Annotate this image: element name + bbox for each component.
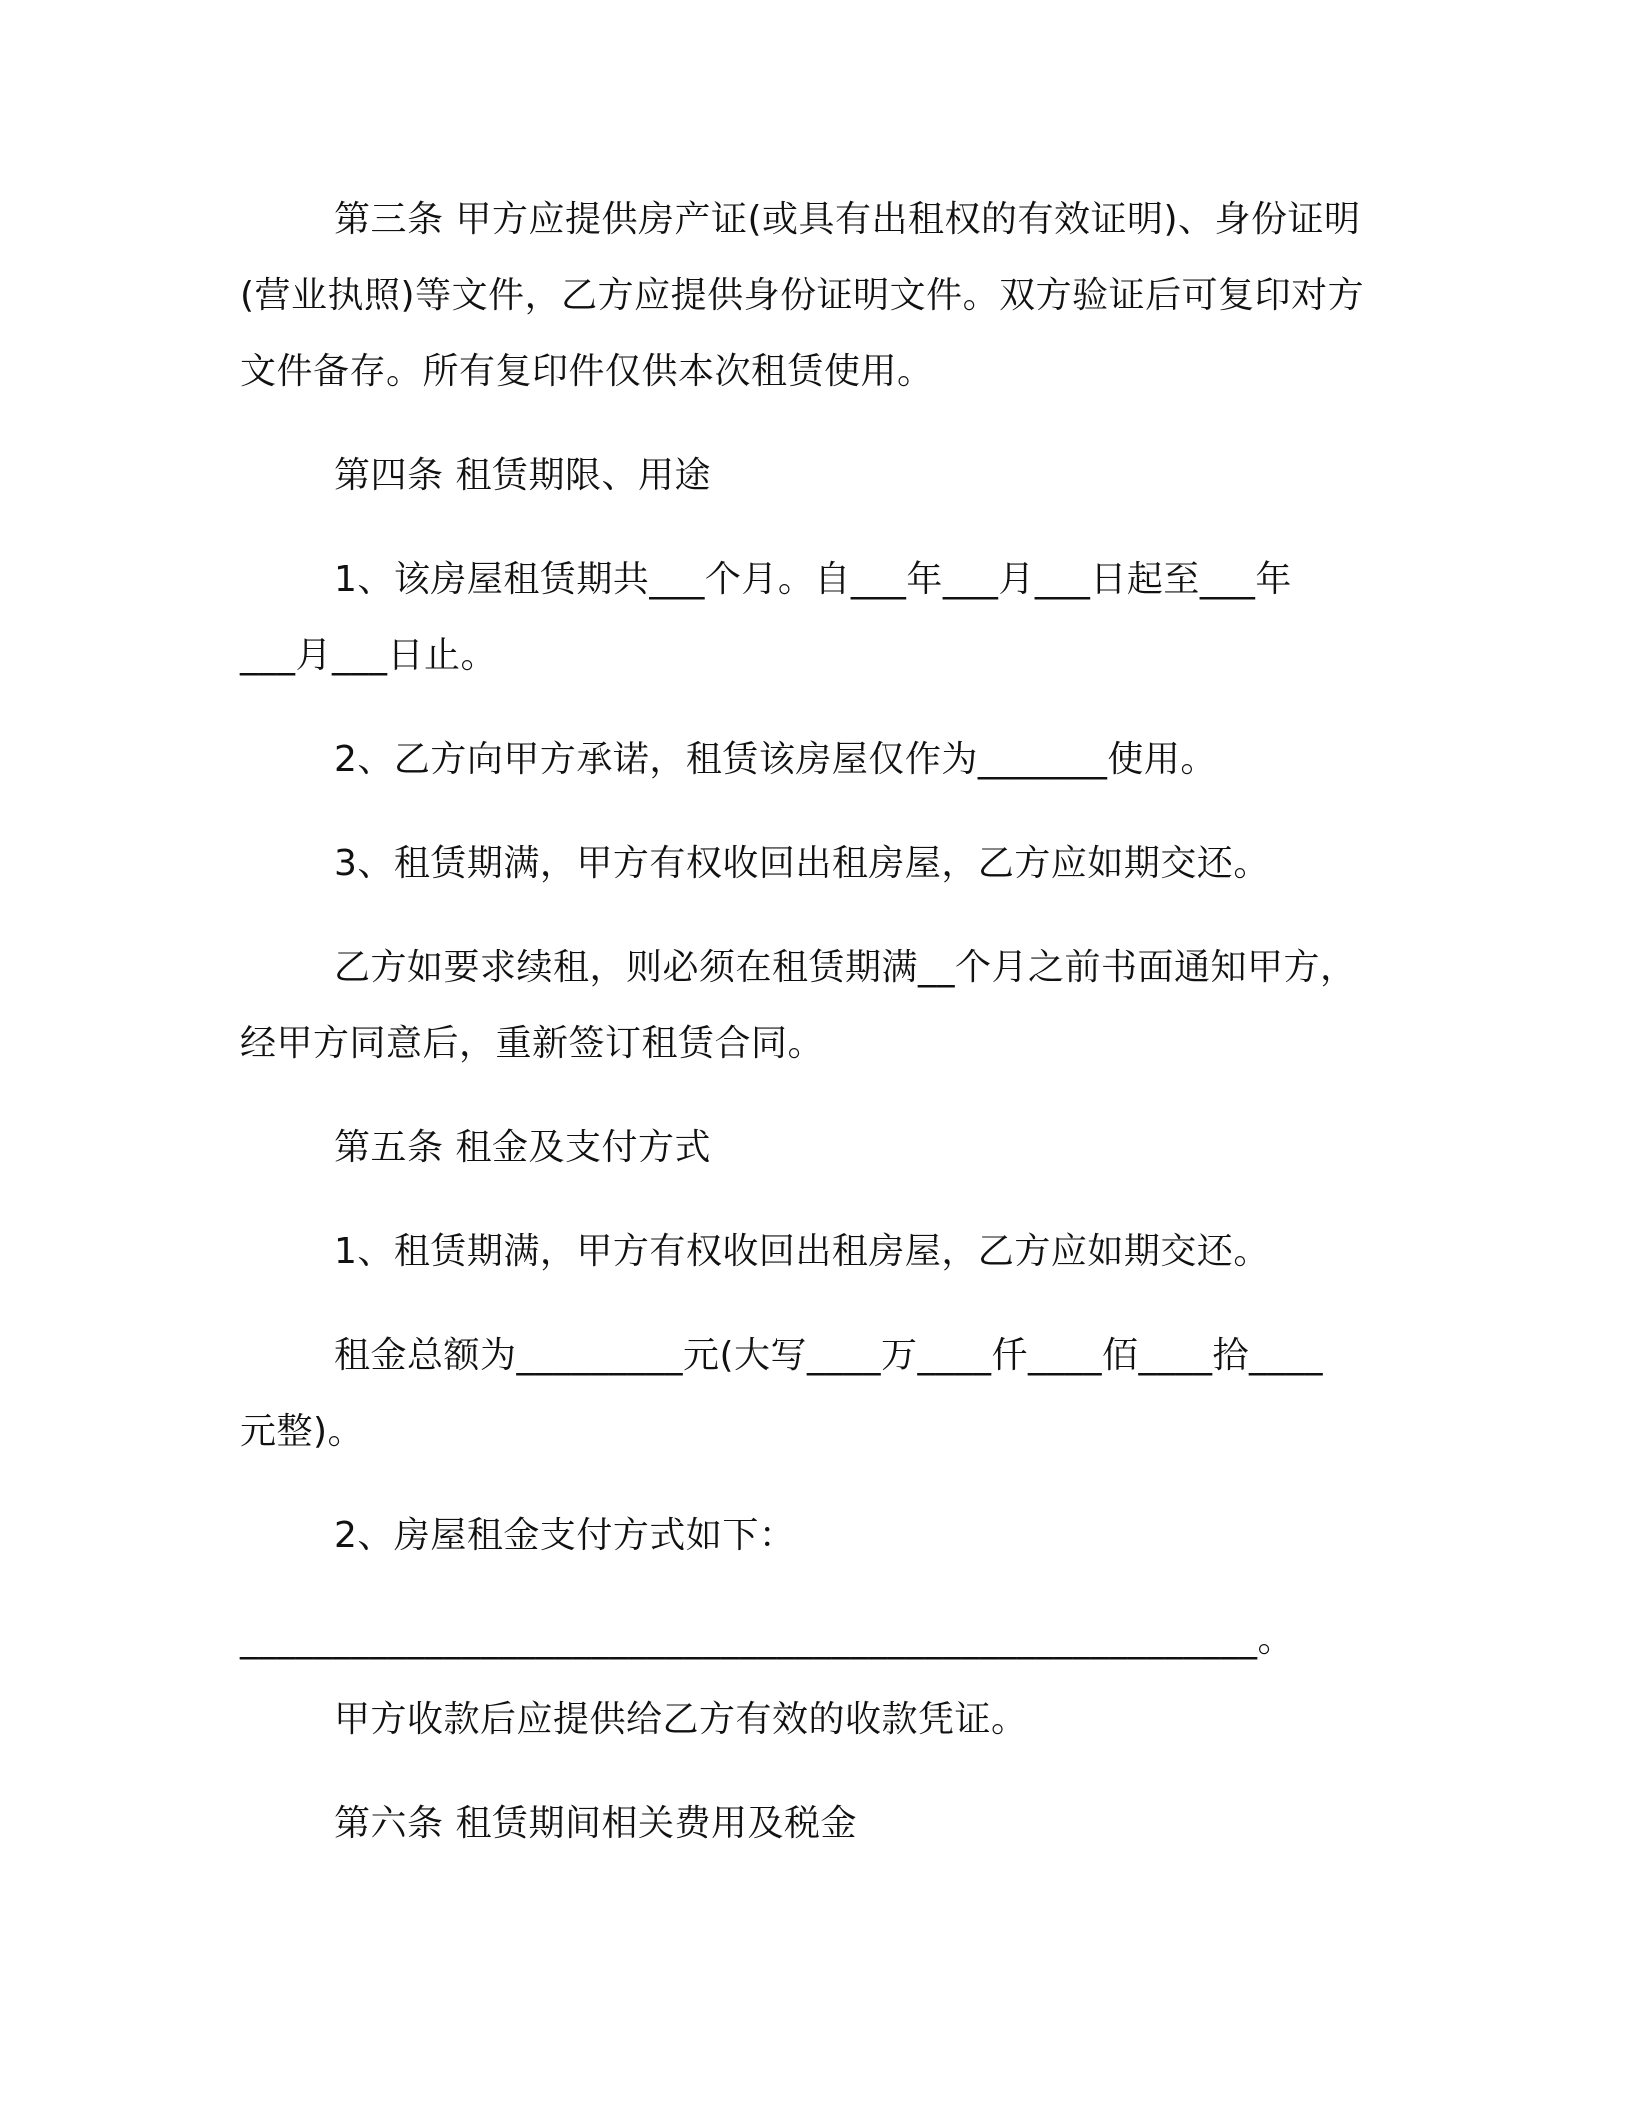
article-4-item-1-line-2: ___月___日止。 (240, 635, 498, 676)
article-5-heading: 第五条 租金及支付方式 (334, 1127, 711, 1168)
article-3-line-1: 第三条 甲方应提供房产证(或具有出租权的有效证明)、身份证明 (334, 199, 1361, 240)
article-6-heading: 第六条 租赁期间相关费用及税金 (334, 1803, 857, 1844)
article-3-line-2: (营业执照)等文件，乙方应提供身份证明文件。双方验证后可复印对方 (240, 275, 1365, 316)
article-4-item-1-line-1: 1、该房屋租赁期共___个月。自___年___月___日起至___年 (334, 559, 1292, 600)
receipt-line: 甲方收款后应提供给乙方有效的收款凭证。 (334, 1699, 1028, 1740)
article-4-item-2: 2、乙方向甲方承诺，租赁该房屋仅作为_______使用。 (334, 739, 1217, 780)
article-4-heading: 第四条 租赁期限、用途 (334, 455, 711, 496)
renewal-line-1: 乙方如要求续租，则必须在租赁期满__个月之前书面通知甲方， (334, 947, 1357, 988)
rent-total-line-1: 租金总额为_________元(大写____万____仟____佰____拾____ (334, 1335, 1324, 1376)
rent-total-line-2: 元整)。 (240, 1411, 365, 1452)
article-4-item-3: 3、租赁期满，甲方有权收回出租房屋，乙方应如期交还。 (334, 843, 1270, 884)
article-5-item-1: 1、租赁期满，甲方有权收回出租房屋，乙方应如期交还。 (334, 1231, 1270, 1272)
payment-method-blank: _______________________________________________________。 (240, 1619, 1294, 1660)
renewal-line-2: 经甲方同意后，重新签订租赁合同。 (240, 1023, 825, 1064)
article-3-line-3: 文件备存。所有复印件仅供本次租赁使用。 (240, 351, 934, 392)
article-5-item-2: 2、房屋租金支付方式如下： (334, 1515, 796, 1556)
